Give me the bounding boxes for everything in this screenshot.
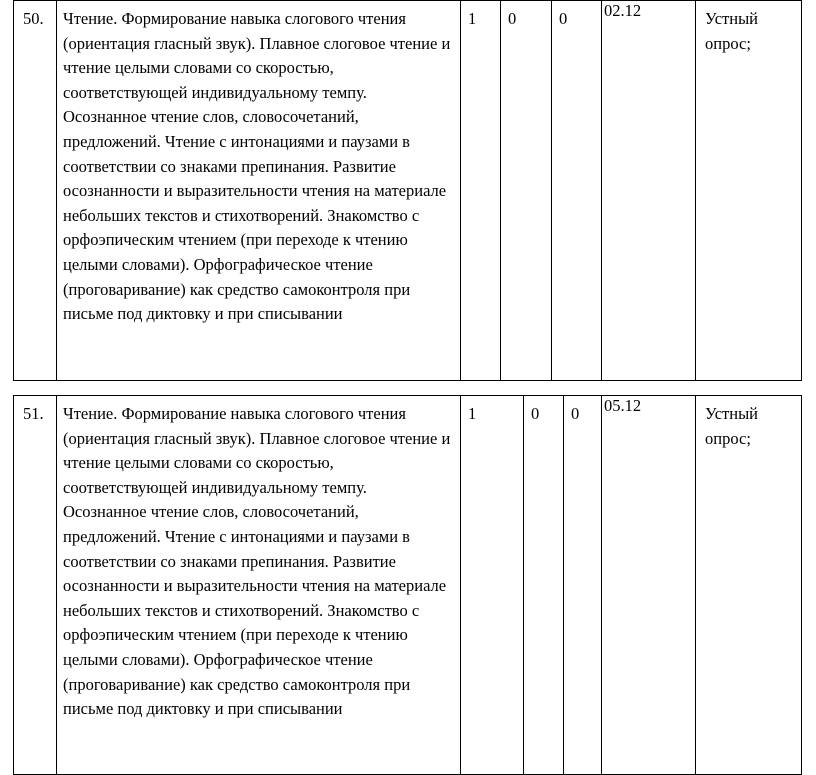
table-row [14, 396, 802, 775]
hours-total: 1 [461, 1, 501, 381]
lesson-topic: Чтение. Формирование навыка слогового чтения (ориентация гласный звук). Плавное слоговое чтение и чтение целыми словами со скоростью, соответствующей индивидуальному темпу. Осознанное чтение слов, словосочетаний, предложений. Чтение с интонациями и паузами в соответствии со знаками препинания. Развитие осознанности и выразительности чтения на материале небольших текстов и стихотворений. Знакомство с орфоэпическим чтением (при переходе к чтению целыми словами). Орфографическое чтение (проговаривание) как средство самоконтроля при письме под диктовку и при списывании [57, 1, 461, 381]
lesson-date: 02.12 [602, 1, 696, 381]
control-form: Устный опрос; [696, 396, 802, 775]
lesson-number: 50. [14, 1, 57, 381]
lesson-table-row-50 [13, 0, 802, 381]
hours-practice: 0 [552, 1, 602, 381]
control-form: Устный опрос; [696, 1, 802, 381]
lesson-date: 05.12 [602, 396, 696, 775]
lesson-number: 51. [14, 396, 57, 775]
hours-control: 0 [501, 1, 552, 381]
table-row [14, 1, 802, 381]
hours-control: 0 [524, 396, 564, 775]
hours-total: 1 [461, 396, 524, 775]
hours-practice: 0 [564, 396, 602, 775]
lesson-table-row-51 [13, 395, 802, 775]
lesson-topic: Чтение. Формирование навыка слогового чтения (ориентация гласный звук). Плавное слоговое чтение и чтение целыми словами со скоростью, соответствующей индивидуальному темпу. Осознанное чтение слов, словосочетаний, предложений. Чтение с интонациями и паузами в соответствии со знаками препинания. Развитие осознанности и выразительности чтения на материале небольших текстов и стихотворений. Знакомство с орфоэпическим чтением (при переходе к чтению целыми словами). Орфографическое чтение (проговаривание) как средство самоконтроля при письме под диктовку и при списывании [57, 396, 461, 775]
